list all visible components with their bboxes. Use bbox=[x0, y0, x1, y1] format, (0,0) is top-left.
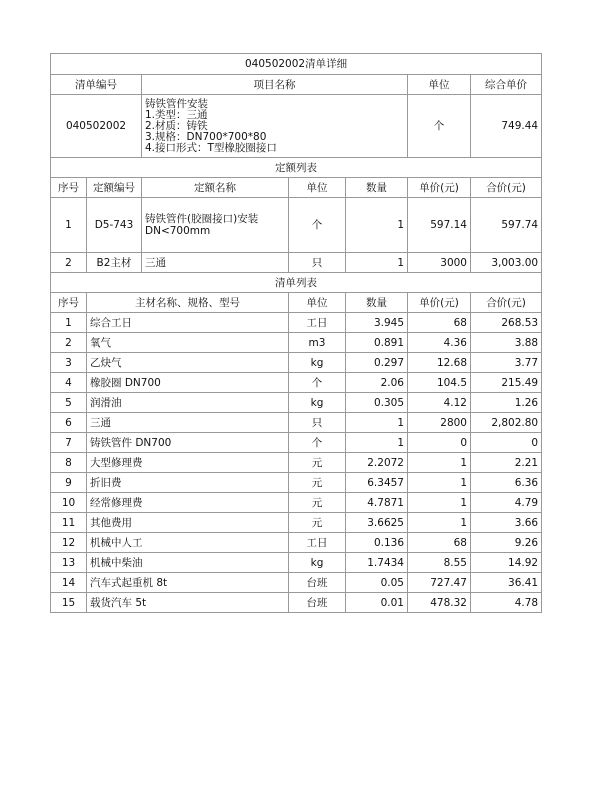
desc-line: 1.类型：三通 bbox=[145, 108, 208, 121]
desc-line: 3.规格：DN700*700*80 bbox=[145, 130, 267, 143]
material-price: 4.36 bbox=[408, 333, 471, 353]
material-qty: 0.305 bbox=[346, 393, 408, 413]
material-row bbox=[51, 573, 542, 593]
material-row bbox=[51, 473, 542, 493]
material-qty: 2.06 bbox=[346, 373, 408, 393]
material-unit: kg bbox=[289, 393, 346, 413]
material-total: 3.77 bbox=[471, 353, 542, 373]
material-section-title: 清单列表 bbox=[51, 273, 542, 293]
material-price: 2800 bbox=[408, 413, 471, 433]
material-price: 1 bbox=[408, 473, 471, 493]
material-unit: kg bbox=[289, 353, 346, 373]
material-qty: 2.2072 bbox=[346, 453, 408, 473]
material-qty: 0.136 bbox=[346, 533, 408, 553]
material-row bbox=[51, 313, 542, 333]
material-name: 机械中柴油 bbox=[87, 553, 289, 573]
material-row bbox=[51, 513, 542, 533]
material-name: 润滑油 bbox=[87, 393, 289, 413]
material-no: 14 bbox=[51, 573, 87, 593]
material-header-row bbox=[51, 293, 542, 313]
material-col-no: 序号 bbox=[51, 293, 87, 313]
quota-col-total: 合价(元) bbox=[471, 178, 542, 198]
material-price: 104.5 bbox=[408, 373, 471, 393]
material-col-name: 主材名称、规格、型号 bbox=[87, 293, 289, 313]
quota-code: D5-743 bbox=[87, 198, 142, 253]
material-price: 1 bbox=[408, 513, 471, 533]
header-code: 清单编号 bbox=[51, 75, 142, 95]
material-unit: 工日 bbox=[289, 533, 346, 553]
material-total: 0 bbox=[471, 433, 542, 453]
quota-no: 2 bbox=[51, 253, 87, 273]
material-price: 12.68 bbox=[408, 353, 471, 373]
quota-unit: 个 bbox=[289, 198, 346, 253]
material-col-price: 单价(元) bbox=[408, 293, 471, 313]
material-unit: 台班 bbox=[289, 593, 346, 613]
quota-col-unit: 单位 bbox=[289, 178, 346, 198]
material-price: 68 bbox=[408, 533, 471, 553]
desc-line: 2.材质：铸铁 bbox=[145, 119, 208, 132]
material-name: 氧气 bbox=[87, 333, 289, 353]
material-no: 13 bbox=[51, 553, 87, 573]
quota-no: 1 bbox=[51, 198, 87, 253]
material-price: 8.55 bbox=[408, 553, 471, 573]
material-name: 铸铁管件 DN700 bbox=[87, 433, 289, 453]
material-row bbox=[51, 453, 542, 473]
material-unit: 元 bbox=[289, 453, 346, 473]
material-total: 3.88 bbox=[471, 333, 542, 353]
material-unit: 只 bbox=[289, 413, 346, 433]
table-title: 040502002清单详细 bbox=[51, 54, 542, 75]
material-total: 6.36 bbox=[471, 473, 542, 493]
material-price: 1 bbox=[408, 453, 471, 473]
material-unit: kg bbox=[289, 553, 346, 573]
header-unit: 单位 bbox=[408, 75, 471, 95]
material-unit: 个 bbox=[289, 373, 346, 393]
material-total: 1.26 bbox=[471, 393, 542, 413]
material-name: 机械中人工 bbox=[87, 533, 289, 553]
bill-item-row bbox=[51, 95, 542, 158]
material-no: 11 bbox=[51, 513, 87, 533]
bill-item-unit: 个 bbox=[408, 95, 471, 158]
material-price: 4.12 bbox=[408, 393, 471, 413]
material-row bbox=[51, 333, 542, 353]
material-row bbox=[51, 353, 542, 373]
quota-total: 597.74 bbox=[471, 198, 542, 253]
material-qty: 1.7434 bbox=[346, 553, 408, 573]
material-qty: 0.891 bbox=[346, 333, 408, 353]
quota-col-name: 定额名称 bbox=[142, 178, 289, 198]
quota-row bbox=[51, 253, 542, 273]
material-name: 大型修理费 bbox=[87, 453, 289, 473]
material-row bbox=[51, 553, 542, 573]
material-total: 268.53 bbox=[471, 313, 542, 333]
material-qty: 0.297 bbox=[346, 353, 408, 373]
quota-qty: 1 bbox=[346, 198, 408, 253]
material-col-qty: 数量 bbox=[346, 293, 408, 313]
material-total: 215.49 bbox=[471, 373, 542, 393]
material-no: 3 bbox=[51, 353, 87, 373]
material-price: 68 bbox=[408, 313, 471, 333]
material-total: 14.92 bbox=[471, 553, 542, 573]
material-price: 727.47 bbox=[408, 573, 471, 593]
quota-header-row bbox=[51, 178, 542, 198]
material-total: 3.66 bbox=[471, 513, 542, 533]
material-no: 5 bbox=[51, 393, 87, 413]
material-name: 折旧费 bbox=[87, 473, 289, 493]
material-price: 478.32 bbox=[408, 593, 471, 613]
material-no: 9 bbox=[51, 473, 87, 493]
bill-item-description bbox=[142, 95, 408, 158]
material-name: 橡胶圈 DN700 bbox=[87, 373, 289, 393]
quota-col-no: 序号 bbox=[51, 178, 87, 198]
material-total: 36.41 bbox=[471, 573, 542, 593]
material-unit: 个 bbox=[289, 433, 346, 453]
material-no: 10 bbox=[51, 493, 87, 513]
bill-header-row bbox=[51, 75, 542, 95]
material-unit: 元 bbox=[289, 493, 346, 513]
material-qty: 4.7871 bbox=[346, 493, 408, 513]
material-qty: 3.945 bbox=[346, 313, 408, 333]
material-total: 2.21 bbox=[471, 453, 542, 473]
quota-row bbox=[51, 198, 542, 253]
quota-section-title: 定额列表 bbox=[51, 158, 542, 178]
material-name: 其他费用 bbox=[87, 513, 289, 533]
quota-code: B2主材 bbox=[87, 253, 142, 273]
material-qty: 6.3457 bbox=[346, 473, 408, 493]
material-price: 1 bbox=[408, 493, 471, 513]
material-no: 6 bbox=[51, 413, 87, 433]
material-row bbox=[51, 493, 542, 513]
quota-qty: 1 bbox=[346, 253, 408, 273]
material-unit: m3 bbox=[289, 333, 346, 353]
material-name: 经常修理费 bbox=[87, 493, 289, 513]
bill-detail-table bbox=[50, 53, 542, 613]
quota-col-price: 单价(元) bbox=[408, 178, 471, 198]
material-unit: 台班 bbox=[289, 573, 346, 593]
header-unit-price: 综合单价 bbox=[471, 75, 542, 95]
material-total: 9.26 bbox=[471, 533, 542, 553]
quota-unit: 只 bbox=[289, 253, 346, 273]
bill-item-code: 040502002 bbox=[51, 95, 142, 158]
quota-price: 3000 bbox=[408, 253, 471, 273]
material-col-unit: 单位 bbox=[289, 293, 346, 313]
material-qty: 1 bbox=[346, 433, 408, 453]
material-qty: 3.6625 bbox=[346, 513, 408, 533]
quota-col-code: 定额编号 bbox=[87, 178, 142, 198]
material-row bbox=[51, 533, 542, 553]
quota-name: 三通 bbox=[142, 253, 289, 273]
material-no: 1 bbox=[51, 313, 87, 333]
material-unit: 元 bbox=[289, 513, 346, 533]
material-row bbox=[51, 373, 542, 393]
quota-name: 铸铁管件(胶圈接口)安装 DN<700mm bbox=[142, 198, 289, 253]
quota-total: 3,003.00 bbox=[471, 253, 542, 273]
material-no: 12 bbox=[51, 533, 87, 553]
material-row bbox=[51, 433, 542, 453]
material-unit: 元 bbox=[289, 473, 346, 493]
material-no: 2 bbox=[51, 333, 87, 353]
material-total: 4.79 bbox=[471, 493, 542, 513]
material-total: 4.78 bbox=[471, 593, 542, 613]
material-name: 载货汽车 5t bbox=[87, 593, 289, 613]
material-qty: 0.01 bbox=[346, 593, 408, 613]
material-name: 三通 bbox=[87, 413, 289, 433]
material-qty: 0.05 bbox=[346, 573, 408, 593]
material-name: 汽车式起重机 8t bbox=[87, 573, 289, 593]
material-no: 4 bbox=[51, 373, 87, 393]
material-qty: 1 bbox=[346, 413, 408, 433]
bill-item-unit-price: 749.44 bbox=[471, 95, 542, 158]
material-total: 2,802.80 bbox=[471, 413, 542, 433]
material-unit: 工日 bbox=[289, 313, 346, 333]
desc-line: 铸铁管件安装 bbox=[145, 97, 208, 110]
desc-line: 4.接口形式：T型橡胶圈接口 bbox=[145, 141, 277, 154]
quota-col-qty: 数量 bbox=[346, 178, 408, 198]
material-no: 15 bbox=[51, 593, 87, 613]
material-name: 乙炔气 bbox=[87, 353, 289, 373]
material-row bbox=[51, 593, 542, 613]
material-col-total: 合价(元) bbox=[471, 293, 542, 313]
material-row bbox=[51, 393, 542, 413]
material-no: 7 bbox=[51, 433, 87, 453]
material-row bbox=[51, 413, 542, 433]
quota-price: 597.14 bbox=[408, 198, 471, 253]
header-item-name: 项目名称 bbox=[142, 75, 408, 95]
material-price: 0 bbox=[408, 433, 471, 453]
material-name: 综合工日 bbox=[87, 313, 289, 333]
material-no: 8 bbox=[51, 453, 87, 473]
